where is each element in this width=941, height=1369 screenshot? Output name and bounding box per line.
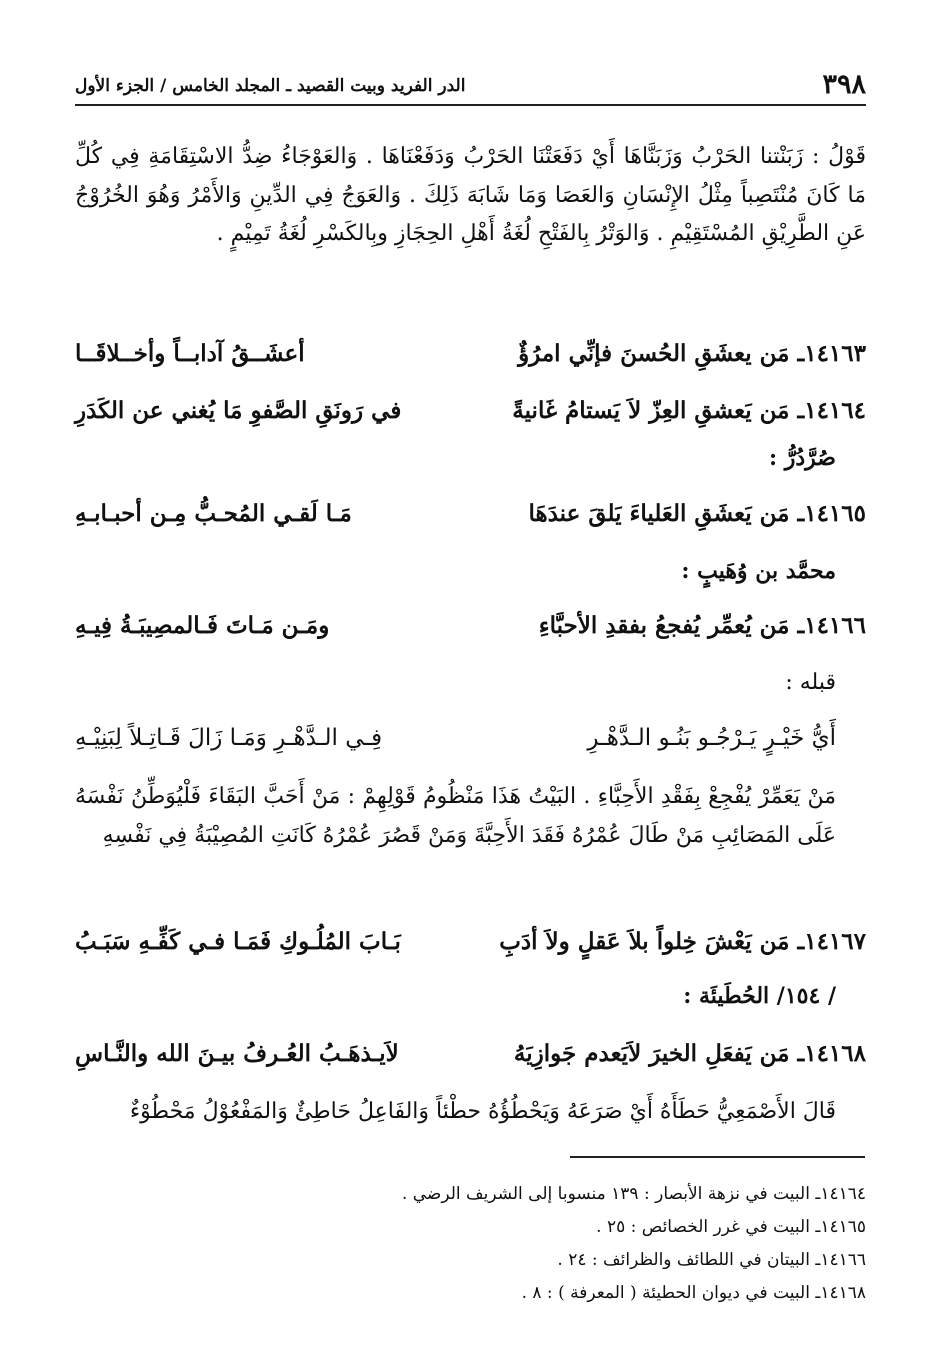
poet-attribution: محمَّد بن وُهَيبٍ : [681, 558, 836, 584]
verse-hemistich-second: فِـي الـدَّهْـرِ وَمَـا زَالَ قَـاتِـلاً لِبَنِيْـهِ [75, 725, 383, 751]
commentary-paragraph-3: قَالَ الأَصْمَعِيُّ حَطَأَهُ أَيْ صَرَعَهُ وَيَحْطُؤُهُ حطْئاً وَالفَاعِلُ حَاطِئٌ وَالمَفْعُوْلُ مَحْطُوْءٌ [129, 1099, 836, 1124]
footnote-14165: ١٤١٦٥ـ البيت في غرر الخصائص : ٢٥ . [596, 1217, 866, 1237]
verse-14164 [75, 397, 866, 424]
verse-hemistich-first: ١٤١٦٤ـ مَن يَعشقِ العِزّ لاَ يَستامُ غَانيةً [512, 397, 866, 424]
footnote-14168: ١٤١٦٨ـ البيت في ديوان الحطيئة ( المعرفة ) : ٨ . [521, 1283, 866, 1303]
commentary-paragraph-2: مَنْ يَعَمِّرْ يُفْجِعْ بِفَقْدِ الأَحِبَّاءِ . البَيْتُ هَذَا مَنْظُومُ قَوْلِهِمْ : مَنْ أَحَبَّ البَقَاءَ فَلْيُوَطِّنُ نَفْسَهُ عَلَى المَصَائِبِ مَنْ طَالَ عُمْرُهُ فَقَدَ الأَحِبَّةَ وَمَنْ قَصُرَ عُمْرُهُ كَانَتِ المُصِيْبَةُ فِي نَفْسِهِ [75, 784, 836, 848]
page-header [75, 60, 866, 106]
verse-14165 [75, 500, 866, 527]
footnote-divider [570, 1156, 865, 1158]
footnote-14164: ١٤١٦٤ـ البيت في نزهة الأبصار : ١٣٩ منسوبا إلى الشريف الرضي . [401, 1184, 866, 1204]
verse-hemistich-second: أعشَــقُ آدابــاً وأخــلاقَــا [75, 340, 305, 367]
footnote-14166: ١٤١٦٦ـ البيتان في اللطائف والظرائف : ٢٤ . [557, 1250, 866, 1270]
poet-attribution: صُرَّدُرُّ : [768, 445, 836, 471]
verse-hemistich-second: لاَيـذهَـبُ العُـرفُ بيـنَ الله والنَّـاسِ [75, 1040, 399, 1067]
verse-14166 [75, 612, 866, 639]
before-label: قبله : [785, 670, 836, 695]
running-title: الدر الفريد وبيت القصيد ـ المجلد الخامس / الجزء الأول [75, 76, 466, 96]
verse-hemistich-second: ومَـن مَـاتَ فَـالمصِيبَـةُ فِيـهِ [75, 612, 330, 639]
verse-hemistich-first: ١٤١٦٦ـ مَن يُعمِّر يُفجعُ بفقدِ الأحبَّاءِ [538, 612, 866, 639]
verse-hemistich-second: مَـا لَقـي المُحـبُّ مِـن أحبـابـهِ [75, 500, 352, 527]
preceding-verse [75, 725, 866, 751]
verse-hemistich-first: ١٤١٦٥ـ مَن يَعشَقِ العَلياءَ يَلقَ عندَهَا [528, 500, 866, 527]
verse-hemistich-second: في رَونَقِ الصَّفوِ مَا يُغني عن الكَدَرِ [75, 397, 402, 424]
verse-hemistich-first: ١٤١٦٨ـ مَن يَفعَلِ الخيرَ لاَيَعدم جَوازِيَهُ [513, 1040, 866, 1067]
commentary-paragraph-1: قَوْلُ : زَبَنْتنا الحَرْبُ وَزَبَنَّاهَا أَيْ دَفَعَتْنَا الحَرْبُ وَدَفَعْنَاهَا . وَالعَوْجَاءُ ضِدُّ الاسْتِقَامَةِ فِي كُلِّ مَا كَانَ مُنْتَصِباً مِثْلُ الإِنْسَانِ وَالعَصَا وَمَا شَابَهَ ذَلِكَ . وَالعَوَجُ فِي الدِّينِ وَالأَمْرُ وَهُوَ الخُرُوْجُ عَنِ الطَّرِيْقِ المُسْتَقِيْمِ . وَالوَتْرُ بِالفَتْحِ لُغَةُ أَهْلِ الحِجَازِ وبِالكَسْرِ لُغَةُ تَمِيْمٍ . [75, 144, 866, 246]
footnotes [75, 1178, 866, 1310]
verse-14167 [75, 928, 866, 955]
verse-hemistich-first: أَيُّ خَيْـرٍ يَـرْجُـو بَنُـو الـدَّهْـرِ [587, 725, 836, 751]
verse-hemistich-first: ١٤١٦٧ـ مَن يَعْشَ خِلواً بلاَ عَقلٍ ولاَ أدَبِ [499, 928, 866, 955]
page-number: ٣٩٨ [822, 69, 866, 100]
verse-hemistich-second: بَـابَ المُلُـوكِ فَمَـا فـي كَفِّـهِ سَبَـبُ [75, 928, 401, 955]
poet-attribution: / ١٥٤/ الحُطَيئَة : [683, 983, 836, 1009]
verse-14163 [75, 340, 866, 367]
verse-hemistich-first: ١٤١٦٣ـ مَن يعشَقِ الحُسنَ فإنِّي امرُؤٌ [518, 340, 866, 367]
verse-14168 [75, 1040, 866, 1067]
